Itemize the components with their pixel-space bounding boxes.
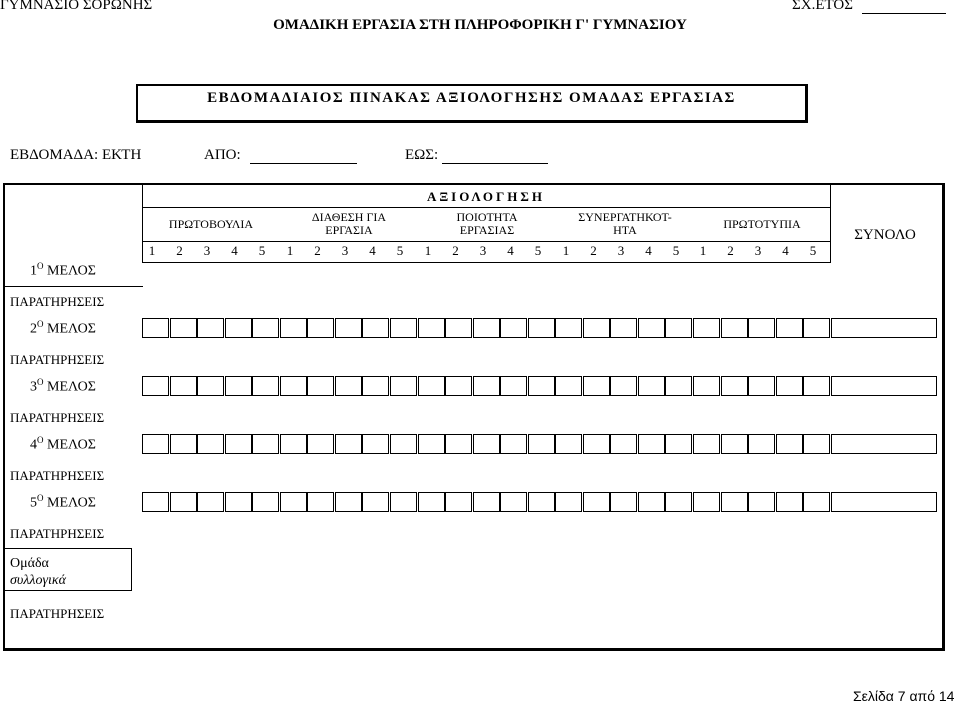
member-label [30, 435, 96, 454]
score-cell[interactable] [776, 492, 803, 512]
team-line-1: Ομάδα [10, 556, 49, 571]
score-cell[interactable] [528, 492, 555, 512]
score-cell[interactable] [748, 318, 775, 338]
score-cell[interactable] [665, 318, 692, 338]
scale-number: 2 [176, 243, 183, 258]
criterion-header [556, 211, 694, 237]
to-label: ΕΩΣ: [405, 147, 439, 163]
score-cell[interactable] [280, 492, 307, 512]
total-label: ΣΥΝΟΛΟ [854, 227, 916, 243]
score-cell[interactable] [252, 434, 279, 454]
criterion-header [418, 211, 556, 237]
score-cell[interactable] [418, 318, 445, 338]
scale-bottom [142, 262, 830, 263]
score-cell[interactable] [748, 492, 775, 512]
scale-number: 3 [754, 243, 762, 258]
score-cell[interactable] [418, 376, 445, 396]
score-cell[interactable] [473, 376, 500, 396]
member-word: ΜΕΛΟΣ [47, 437, 96, 453]
score-cell[interactable] [142, 492, 169, 512]
team-label [10, 555, 100, 589]
score-cell[interactable] [528, 434, 555, 454]
score-cell[interactable] [528, 376, 555, 396]
score-cell[interactable] [473, 434, 500, 454]
member-word: ΜΕΛΟΣ [47, 379, 96, 395]
member-word: ΜΕΛΟΣ [47, 495, 96, 511]
scale-number: 3 [479, 243, 487, 258]
member-ordinal: Ο [37, 377, 44, 387]
score-cell[interactable] [721, 376, 748, 396]
subtitle: ΟΜΑΔΙΚΗ ΕΡΓΑΣΙΑ ΣΤΗ ΠΛΗΡΟΦΟΡΙΚΗ Γ' ΓΥΜΝΑΣΙΟΥ [273, 17, 687, 33]
score-cell[interactable] [170, 376, 197, 396]
criterion-header [280, 211, 418, 237]
scale-number: 1 [699, 243, 707, 258]
scale-number: 1 [286, 243, 294, 258]
scale-number: 5 [809, 243, 817, 258]
score-cell[interactable] [721, 434, 748, 454]
scale-number: 5 [258, 243, 266, 258]
score-cell[interactable] [197, 492, 224, 512]
score-cell[interactable] [170, 318, 197, 338]
score-cell[interactable] [500, 376, 527, 396]
score-cell[interactable] [445, 492, 472, 512]
score-cell[interactable] [445, 434, 472, 454]
score-cell[interactable] [665, 376, 692, 396]
score-cell[interactable] [693, 434, 720, 454]
score-cell[interactable] [335, 318, 362, 338]
score-cell[interactable] [583, 318, 610, 338]
member-number: 4 [30, 437, 37, 453]
score-cell[interactable] [693, 376, 720, 396]
member-number: 5 [30, 495, 37, 511]
scale-number: 1 [562, 243, 570, 258]
total-cell[interactable] [831, 492, 937, 512]
score-cell[interactable] [170, 492, 197, 512]
score-cell[interactable] [252, 492, 279, 512]
score-cell[interactable] [197, 318, 224, 338]
school-year-blank [862, 13, 946, 14]
team-line-2: συλλογικά [10, 573, 66, 588]
scale-number: 3 [203, 243, 211, 258]
scale-number: 2 [452, 243, 459, 258]
score-cell[interactable] [390, 434, 417, 454]
score-cell[interactable] [610, 492, 637, 512]
score-cell[interactable] [776, 376, 803, 396]
scale-number: 4 [369, 243, 376, 258]
criterion-line-2: ΕΡΓΑΣΙΑ [325, 223, 373, 237]
evaluation-header: ΑΞΙΟΛΟΓΗΣΗ [426, 189, 546, 204]
score-cell[interactable] [693, 492, 720, 512]
score-cell[interactable] [225, 318, 252, 338]
score-cell[interactable] [197, 434, 224, 454]
score-cell[interactable] [665, 492, 692, 512]
to-date-blank [442, 163, 548, 164]
score-cell[interactable] [638, 318, 665, 338]
score-cell[interactable] [280, 318, 307, 338]
scale-number: 1 [424, 243, 432, 258]
score-cell[interactable] [473, 492, 500, 512]
team-remarks-label: ΠΑΡΑΤΗΡΗΣΕΙΣ [10, 606, 105, 621]
score-cell[interactable] [721, 318, 748, 338]
school-name: ΓΥΜΝΑΣΙΟ ΣΟΡΩΝΗΣ [0, 0, 153, 13]
score-cell[interactable] [335, 492, 362, 512]
total-cell[interactable] [831, 434, 937, 454]
score-cell[interactable] [307, 492, 334, 512]
scale-number: 1 [148, 243, 156, 258]
score-cell[interactable] [500, 318, 527, 338]
score-cell[interactable] [583, 434, 610, 454]
scale-number: 4 [645, 243, 652, 258]
criterion-line-2: ΕΡΓΑΣΙΑΣ [459, 223, 515, 237]
page-title: ΕΒΔΟΜΑΔΙΑΙΟΣ ΠΙΝΑΚΑΣ ΑΞΙΟΛΟΓΗΣΗΣ ΟΜΑΔΑΣ ΕΡΓΑΣΙΑΣ [207, 90, 736, 106]
score-cell[interactable] [225, 434, 252, 454]
criterion-line-1: ΔΙΑΘΕΣΗ ΓΙΑ [311, 210, 387, 224]
criterion-line-1: ΠΡΩΤΟΒΟΥΛΙΑ [168, 217, 254, 231]
score-cell[interactable] [555, 434, 582, 454]
score-cell[interactable] [418, 492, 445, 512]
scale-number: 2 [727, 243, 734, 258]
score-cell[interactable] [583, 492, 610, 512]
score-cell[interactable] [610, 434, 637, 454]
score-cell[interactable] [170, 434, 197, 454]
score-cell[interactable] [445, 318, 472, 338]
score-cell[interactable] [280, 376, 307, 396]
score-cell[interactable] [252, 376, 279, 396]
score-cell[interactable] [500, 492, 527, 512]
scale-number: 3 [341, 243, 349, 258]
score-cell[interactable] [721, 492, 748, 512]
criterion-line-2: ΗΤΑ [613, 223, 637, 237]
score-cell[interactable] [362, 492, 389, 512]
member-word: ΜΕΛΟΣ [47, 321, 96, 337]
score-cell[interactable] [142, 376, 169, 396]
scale-number: 5 [534, 243, 542, 258]
score-cell[interactable] [776, 434, 803, 454]
score-cell[interactable] [362, 434, 389, 454]
team-bottom-divider [3, 590, 132, 591]
scale-number: 4 [231, 243, 238, 258]
score-cell[interactable] [362, 318, 389, 338]
score-cell[interactable] [390, 376, 417, 396]
scale-number: 4 [507, 243, 514, 258]
criterion-header [142, 218, 280, 231]
week-label: ΕΒΔΟΜΑΔΑ: ΕΚΤΗ [10, 147, 142, 163]
score-cell[interactable] [473, 318, 500, 338]
score-cell[interactable] [390, 318, 417, 338]
score-cell[interactable] [390, 492, 417, 512]
member-ordinal: Ο [37, 435, 44, 445]
score-cell[interactable] [500, 434, 527, 454]
remarks-label: ΠΑΡΑΤΗΡΗΣΕΙΣ [10, 352, 105, 367]
criterion-line-1: ΠΟΙΟΤΗΤΑ [456, 210, 518, 224]
page-number: Σελίδα 7 από 14 [853, 688, 955, 704]
score-cell[interactable] [307, 318, 334, 338]
score-cell[interactable] [445, 376, 472, 396]
member-label [30, 261, 96, 280]
member-ordinal: Ο [37, 261, 44, 271]
from-label: ΑΠΟ: [204, 147, 241, 163]
member-ordinal: Ο [37, 493, 44, 503]
score-cell[interactable] [555, 318, 582, 338]
score-cell[interactable] [555, 492, 582, 512]
score-cell[interactable] [335, 434, 362, 454]
score-cell[interactable] [362, 376, 389, 396]
member-number: 1 [30, 263, 37, 279]
remarks-label: ΠΑΡΑΤΗΡΗΣΕΙΣ [10, 526, 105, 541]
score-cell[interactable] [307, 434, 334, 454]
score-cell[interactable] [225, 492, 252, 512]
score-cell[interactable] [665, 434, 692, 454]
member-number: 3 [30, 379, 37, 395]
criterion-line-1: ΠΡΩΤΟΤΥΠΙΑ [723, 217, 801, 231]
school-year-label: ΣΧ.ΕΤΟΣ [792, 0, 853, 13]
scale-number: 4 [782, 243, 789, 258]
score-cell[interactable] [638, 376, 665, 396]
score-cell[interactable] [776, 318, 803, 338]
scale-number: 5 [672, 243, 680, 258]
score-cell[interactable] [610, 318, 637, 338]
score-cell[interactable] [583, 376, 610, 396]
score-cell[interactable] [803, 434, 830, 454]
score-cell[interactable] [197, 376, 224, 396]
score-cell[interactable] [638, 434, 665, 454]
member-1-divider [3, 286, 143, 287]
from-date-blank [250, 163, 357, 164]
scale-number: 3 [617, 243, 625, 258]
score-cell[interactable] [307, 376, 334, 396]
member-ordinal: Ο [37, 319, 44, 329]
score-cell[interactable] [142, 318, 169, 338]
score-cell[interactable] [803, 376, 830, 396]
total-cell[interactable] [831, 376, 937, 396]
scale-number: 2 [314, 243, 321, 258]
total-cell[interactable] [831, 318, 937, 338]
criterion-header [693, 218, 831, 231]
score-cell[interactable] [225, 376, 252, 396]
score-cell[interactable] [803, 492, 830, 512]
score-cell[interactable] [638, 492, 665, 512]
score-cell[interactable] [610, 376, 637, 396]
score-cell[interactable] [555, 376, 582, 396]
score-cell[interactable] [280, 434, 307, 454]
remarks-label: ΠΑΡΑΤΗΡΗΣΕΙΣ [10, 410, 105, 425]
score-cell[interactable] [748, 376, 775, 396]
member-number: 2 [30, 321, 37, 337]
member-label [30, 493, 96, 512]
remarks-label: ΠΑΡΑΤΗΡΗΣΕΙΣ [10, 294, 105, 309]
header-divider [142, 207, 830, 208]
score-cell[interactable] [803, 318, 830, 338]
score-cell[interactable] [418, 434, 445, 454]
criterion-line-1: ΣΥΝΕΡΓΑΤΗΚΟΤ- [578, 210, 672, 224]
score-cell[interactable] [693, 318, 720, 338]
remarks-label: ΠΑΡΑΤΗΡΗΣΕΙΣ [10, 468, 105, 483]
score-cell[interactable] [252, 318, 279, 338]
scale-divider [142, 241, 830, 242]
scale-number: 2 [590, 243, 597, 258]
score-cell[interactable] [528, 318, 555, 338]
score-cell[interactable] [142, 434, 169, 454]
score-cell[interactable] [748, 434, 775, 454]
member-label [30, 319, 96, 338]
score-cell[interactable] [335, 376, 362, 396]
member-label [30, 377, 96, 396]
scale-number: 5 [396, 243, 404, 258]
member-word: ΜΕΛΟΣ [47, 263, 96, 279]
